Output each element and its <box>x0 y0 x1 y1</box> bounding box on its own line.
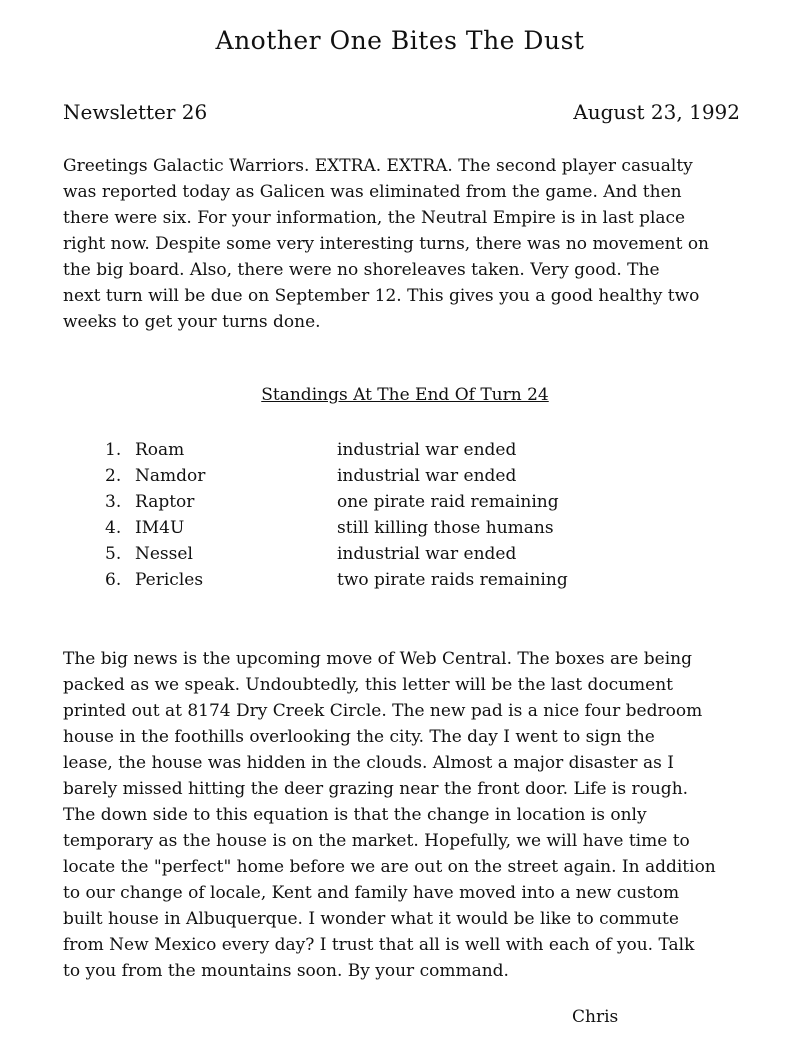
newsletter-date: August 23, 1992 <box>573 100 740 124</box>
standings-player: Raptor <box>135 492 195 512</box>
news-line: The big news is the upcoming move of Web Central. The boxes are being <box>63 649 692 669</box>
intro-line: there were six. For your information, the Neutral Empire is in last place <box>63 208 686 228</box>
news-line: lease, the house was hidden in the clouds. Almost a major disaster as I <box>63 753 674 773</box>
standings-status: industrial war ended <box>337 544 517 564</box>
standings-status: one pirate raid remaining <box>337 492 559 512</box>
standings-player: Pericles <box>135 570 204 590</box>
intro-line: weeks to get your turns done. <box>63 312 321 332</box>
standings-entry <box>105 463 605 489</box>
standings-status: industrial war ended <box>337 466 517 486</box>
news-line: locate the "perfect" home before we are out on the street again. In addition <box>63 857 716 877</box>
standings-rank: 3. <box>105 492 122 512</box>
standings-rank: 5. <box>105 544 122 564</box>
intro-line: next turn will be due on September 12. This gives you a good healthy two <box>63 286 700 306</box>
intro-line: the big board. Also, there were no shoreleaves taken. Very good. The <box>63 260 660 280</box>
news-line: temporary as the house is on the market. Hopefully, we will have time to <box>63 831 690 851</box>
standings-entry <box>105 541 605 567</box>
standings-rank: 4. <box>105 518 122 538</box>
standings-rank: 2. <box>105 466 122 486</box>
standings-entry <box>105 515 605 541</box>
newsletter-issue: Newsletter 26 <box>63 100 208 124</box>
standings-status: industrial war ended <box>337 440 517 460</box>
standings-rank: 1. <box>105 440 122 460</box>
signature: Chris <box>572 1007 619 1027</box>
newsletter-title: Another One Bites The Dust <box>215 26 585 55</box>
standings-status: two pirate raids remaining <box>337 570 568 590</box>
standings-list <box>105 437 605 593</box>
standings-entry <box>105 437 605 463</box>
standings-heading: Standings At The End Of Turn 24 <box>261 385 549 405</box>
intro-line: right now. Despite some very interesting turns, there was no movement on <box>63 234 710 254</box>
standings-entry <box>105 567 605 593</box>
standings-status: still killing those humans <box>337 518 554 538</box>
news-line: from New Mexico every day? I trust that all is well with each of you. Talk <box>63 935 695 955</box>
news-line: house in the foothills overlooking the city. The day I went to sign the <box>63 727 655 747</box>
news-line: to our change of locale, Kent and family have moved into a new custom <box>63 883 680 903</box>
standings-player: Nessel <box>135 544 193 564</box>
news-line: built house in Albuquerque. I wonder what it would be like to commute <box>63 909 679 929</box>
news-line: The down side to this equation is that the change in location is only <box>63 805 647 825</box>
intro-line: Greetings Galactic Warriors. EXTRA. EXTRA. The second player casualty <box>63 156 693 176</box>
standings-entry <box>105 489 605 515</box>
standings-player: Roam <box>135 440 185 460</box>
news-line: printed out at 8174 Dry Creek Circle. The new pad is a nice four bedroom <box>63 701 703 721</box>
news-paragraph <box>63 646 745 984</box>
standings-player: IM4U <box>135 518 185 538</box>
news-line: barely missed hitting the deer grazing near the front door. Life is rough. <box>63 779 689 799</box>
news-line: packed as we speak. Undoubtedly, this letter will be the last document <box>63 675 673 695</box>
intro-paragraph <box>63 153 745 335</box>
standings-rank: 6. <box>105 570 122 590</box>
intro-line: was reported today as Galicen was eliminated from the game. And then <box>63 182 682 202</box>
standings-player: Namdor <box>135 466 206 486</box>
news-line: to you from the mountains soon. By your command. <box>63 961 509 981</box>
